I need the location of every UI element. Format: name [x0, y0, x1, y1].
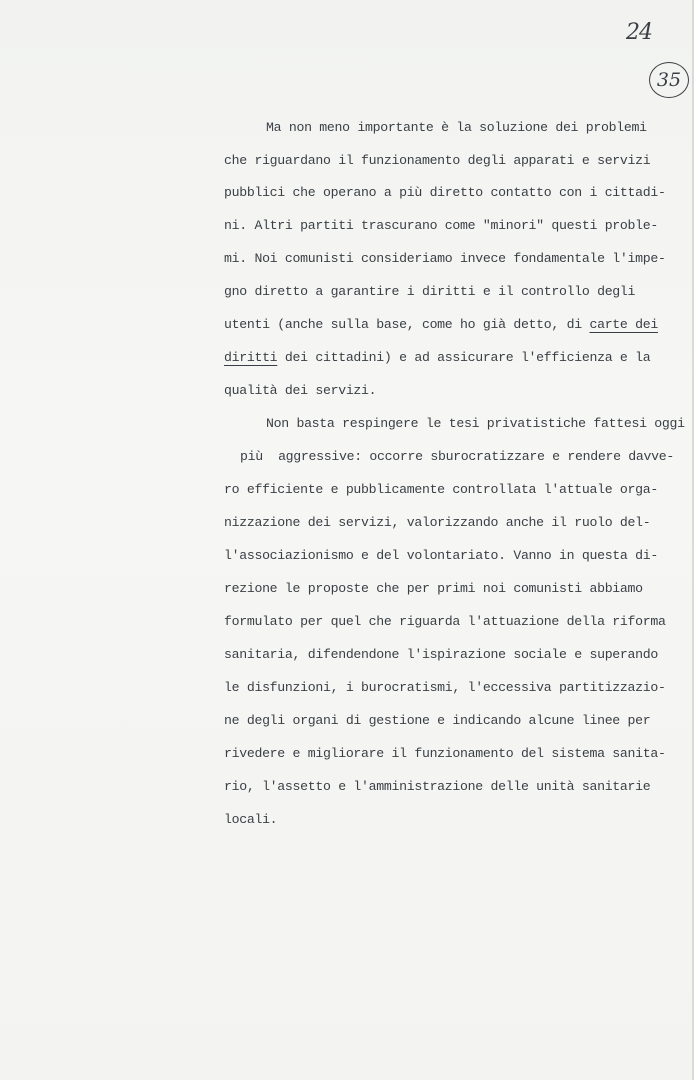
text-line	[224, 612, 666, 632]
text-line	[224, 579, 643, 599]
text-span: le disfunzioni, i burocratismi, l'eccessiva partitizzazio-	[224, 680, 666, 695]
text-line	[224, 216, 658, 236]
text-line	[224, 711, 650, 731]
text-line	[224, 513, 650, 533]
text-span: ne degli organi di gestione e indicando alcune linee per	[224, 713, 651, 728]
text-span: più aggressive: occorre sburocratizzare e rendere davve-	[240, 449, 674, 464]
handwritten-page-number: 24	[626, 20, 652, 45]
text-line	[224, 645, 658, 665]
text-span: Non basta respingere le tesi privatistiche fattesi oggi	[266, 416, 685, 431]
text-span: l'associazionismo e del volontariato. Vanno in questa di-	[224, 548, 658, 563]
text-line	[266, 118, 647, 138]
text-line	[224, 381, 376, 401]
text-span: pubblici che operano a più diretto contatto con i cittadi-	[224, 185, 666, 200]
underlined-text: diritti	[224, 350, 278, 365]
text-span: dei cittadini) e ad assicurare l'efficienza e la	[277, 350, 651, 365]
text-line	[224, 151, 650, 171]
text-line	[224, 249, 666, 269]
underlined-text: carte dei	[589, 317, 658, 332]
text-span: mi. Noi comunisti consideriamo invece fondamentale l'impe-	[224, 251, 666, 266]
text-line	[224, 348, 650, 368]
text-span: rio, l'assetto e l'amministrazione delle unità sanitarie	[224, 779, 651, 794]
text-line	[224, 678, 666, 698]
text-span: ro efficiente e pubblicamente controllata l'attuale orga-	[224, 482, 658, 497]
text-line	[224, 315, 658, 335]
text-span: rivedere e migliorare il funzionamento del sistema sanita-	[224, 746, 666, 761]
text-line	[224, 282, 635, 302]
text-span: Ma non meno importante è la soluzione dei problemi	[266, 120, 647, 135]
text-span: nizzazione dei servizi, valorizzando anche il ruolo del-	[224, 515, 651, 530]
circled-page-number: 35	[649, 62, 689, 98]
text-span: sanitaria, difendendone l'ispirazione sociale e superando	[224, 647, 658, 662]
text-span: formulato per quel che riguarda l'attuazione della riforma	[224, 614, 666, 629]
text-span: ni. Altri partiti trascurano come "minori" questi proble-	[224, 218, 658, 233]
text-line	[224, 546, 658, 566]
text-line	[224, 777, 650, 797]
text-line	[224, 744, 666, 764]
text-span: rezione le proposte che per primi noi comunisti abbiamo	[224, 581, 643, 596]
text-span: qualità dei servizi.	[224, 383, 377, 398]
text-span: che riguardano il funzionamento degli apparati e servizi	[224, 153, 651, 168]
text-line	[224, 480, 658, 500]
text-span: locali.	[224, 812, 278, 827]
text-line	[224, 183, 666, 203]
text-span: utenti (anche sulla base, come ho già detto, di	[224, 317, 590, 332]
text-line	[224, 810, 277, 830]
text-line	[240, 447, 674, 467]
text-span: gno diretto a garantire i diritti e il controllo degli	[224, 284, 636, 299]
text-line	[266, 414, 685, 434]
